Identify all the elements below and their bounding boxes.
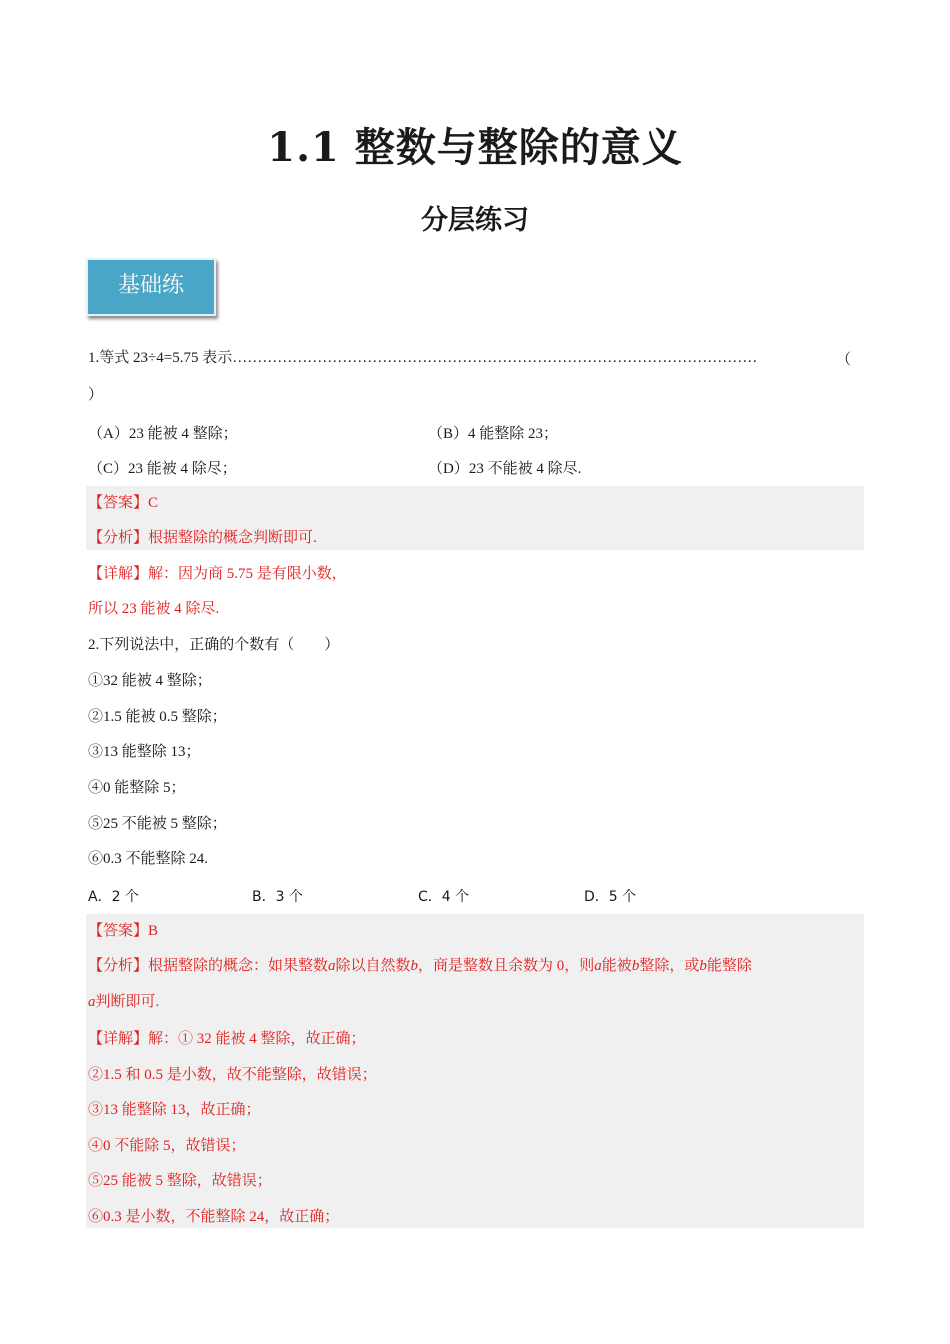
q2-detail-3: ③13 能整除 13，故正确； (88, 1102, 261, 1118)
q2-answer: 【答案】B (88, 923, 159, 939)
q1-stem-line (88, 348, 757, 368)
q2-item-5: ⑤25 不能被 5 整除； (88, 816, 227, 832)
q2-analysis-text-2: 除以自然数 (335, 958, 411, 974)
q1-option-a: （A）23 能被 4 整除； (88, 426, 238, 442)
q1-option-b: （B）4 能整除 23； (428, 426, 559, 442)
q2-detail-2: ②1.5 和 0.5 是小数，故不能整除，故错误； (88, 1067, 377, 1083)
q2-detail-6: ⑥0.3 是小数，不能整除 24，故正确； (88, 1209, 340, 1225)
q2-item-4: ④0 能整除 5； (88, 780, 186, 796)
q2-analysis-var-b2: b (631, 958, 640, 974)
q2-analysis-text-3: ，商是整数且余数为 0，则 (418, 958, 595, 974)
q2-analysis-text-4: 能被 (601, 958, 632, 974)
q2-item-1: ①32 能被 4 整除； (88, 673, 212, 689)
page-title: 1.1 整数与整除的意义 (267, 124, 683, 171)
q2-item-2: ②1.5 能被 0.5 整除； (88, 709, 227, 725)
q2-analysis-var-b3: b (699, 958, 707, 974)
q2-analysis-var-a2: a (594, 958, 602, 974)
q1-option-d: （D）23 不能被 4 除尽. (428, 461, 582, 477)
q2-detail-4: ④0 不能除 5，故错误； (88, 1138, 246, 1154)
q1-option-c: （C）23 能被 4 除尽； (88, 461, 237, 477)
q2-analysis-text-7: 判断即可. (95, 994, 160, 1010)
q1-detail-2: 所以 23 能被 4 除尽. (88, 601, 220, 617)
q2-analysis-line1 (88, 956, 752, 976)
q2-detail-5: ⑤25 能被 5 整除，故错误； (88, 1173, 272, 1189)
q1-analysis: 【分析】根据整除的概念判断即可. (88, 530, 317, 546)
q2-analysis-var-a3: a (88, 994, 96, 1010)
q2-choice-b: B．3 个 (252, 889, 303, 905)
section-badge: 基础练 (86, 258, 216, 316)
q2-choice-a: A．2 个 (88, 889, 139, 905)
q1-leader-dots: …………………………………………………………………………………………… (232, 350, 758, 366)
q2-stem: 2.下列说法中，正确的个数有（ ） (88, 637, 340, 653)
q1-paren-open: （ (836, 352, 852, 368)
q1-detail-1: 【详解】解：因为商 5.75 是有限小数， (88, 566, 347, 582)
q1-paren-close: ） (88, 387, 104, 403)
q1-stem: 1.等式 23÷4=5.75 表示 (88, 350, 233, 366)
q2-analysis-text-5: 整除，或 (639, 958, 700, 974)
q2-analysis-line2 (88, 992, 159, 1012)
q2-item-3: ③13 能整除 13； (88, 744, 201, 760)
q2-analysis-text-6: 能整除 (706, 958, 752, 974)
q2-analysis-var-a: a (328, 958, 336, 974)
q2-item-6: ⑥0.3 不能整除 24. (88, 851, 209, 867)
q2-detail-1: 【详解】解：① 32 能被 4 整除，故正确； (88, 1031, 366, 1047)
q2-analysis-var-b: b (410, 958, 419, 974)
page-subtitle: 分层练习 (421, 205, 529, 236)
q2-choice-d: D．5 个 (584, 889, 637, 905)
q2-analysis-text-1: 【分析】根据整除的概念：如果整数 (88, 958, 329, 974)
q1-answer: 【答案】C (88, 495, 159, 511)
q2-choice-c: C．4 个 (418, 889, 470, 905)
